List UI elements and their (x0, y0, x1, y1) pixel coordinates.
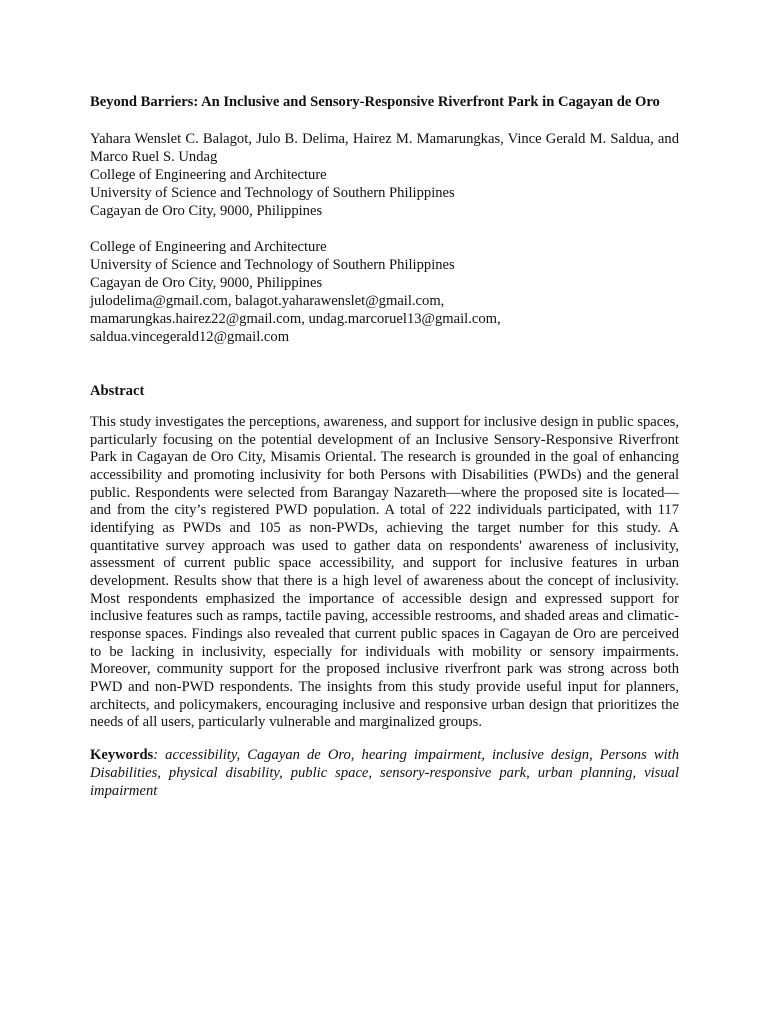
keywords-label: Keywords (90, 747, 154, 764)
paper-title: Beyond Barriers: An Inclusive and Sensory-Responsive Riverfront Park in Cagayan de Oro (90, 94, 660, 110)
affiliation-2 (90, 238, 679, 346)
email-line-2: mamarungkas.hairez22@gmail.com, undag.marcoruel13@gmail.com, (90, 311, 501, 327)
abstract-heading: Abstract (90, 383, 145, 399)
affiliation-1-city: Cagayan de Oro City, 9000, Philippines (90, 203, 323, 219)
email-line-1: julodelima@gmail.com, balagot.yaharawenslet@gmail.com, (90, 293, 445, 309)
affiliation-2-college: College of Engineering and Architecture (90, 239, 327, 255)
author-list: Yahara Wenslet C. Balagot, Julo B. Delima, Hairez M. Mamarungkas, Vince Gerald M. Saldua, and Marco Ruel S. Undag (90, 131, 679, 165)
affiliation-2-city: Cagayan de Oro City, 9000, Philippines (90, 275, 323, 291)
email-line-3: saldua.vincegerald12@gmail.com (90, 329, 290, 345)
keywords-paragraph (90, 746, 679, 800)
spacer (90, 220, 679, 238)
affiliation-1 (90, 166, 679, 220)
affiliation-1-university: University of Science and Technology of Southern Philippines (90, 185, 455, 201)
affiliation-1-college: College of Engineering and Architecture (90, 167, 327, 183)
keywords-list: : accessibility, Cagayan de Oro, hearing impairment, inclusive design, Persons with Disabilities, physical disability, public space, sensory-responsive park, urban planning, visual impairment (90, 747, 679, 800)
abstract-body: This study investigates the perceptions, awareness, and support for inclusive design in public spaces, particularly focusing on the potential development of an Inclusive Sensory-Responsive Riverfront Park in Cagayan de Oro City, Misamis Oriental. The research is grounded in the goal of enhancing accessibility and promoting inclusivity for both Persons with Disabilities (PWDs) and the general public. Respondents were selected from Barangay Nazareth—where the proposed site is located—and from the city’s registered PWD population. A total of 222 individuals participated, with 117 identifying as PWDs and 105 as non-PWDs, achieving the target number for this study. A quantitative survey approach was used to gather data on respondents' awareness of inclusivity, assessment of current public space accessibility, and support for inclusive features in urban development. Results show that there is a high level of awareness about the concept of inclusivity. Most respondents emphasized the importance of accessible design and expressed support for inclusive features such as ramps, tactile paving, accessible restrooms, and shaded areas and climatic-response spaces. Findings also revealed that current public spaces in Cagayan de Oro are perceived to be lacking in inclusivity, especially for individuals with mobility or sensory impairments. Moreover, community support for the proposed inclusive riverfront park was strong across both PWD and non-PWD respondents. The insights from this study provide useful input for planners, architects, and policymakers, encouraging inclusive and responsive urban design that prioritizes the needs of all users, particularly vulnerable and marginalized groups. (90, 414, 679, 731)
affiliation-2-university: University of Science and Technology of Southern Philippines (90, 257, 455, 273)
